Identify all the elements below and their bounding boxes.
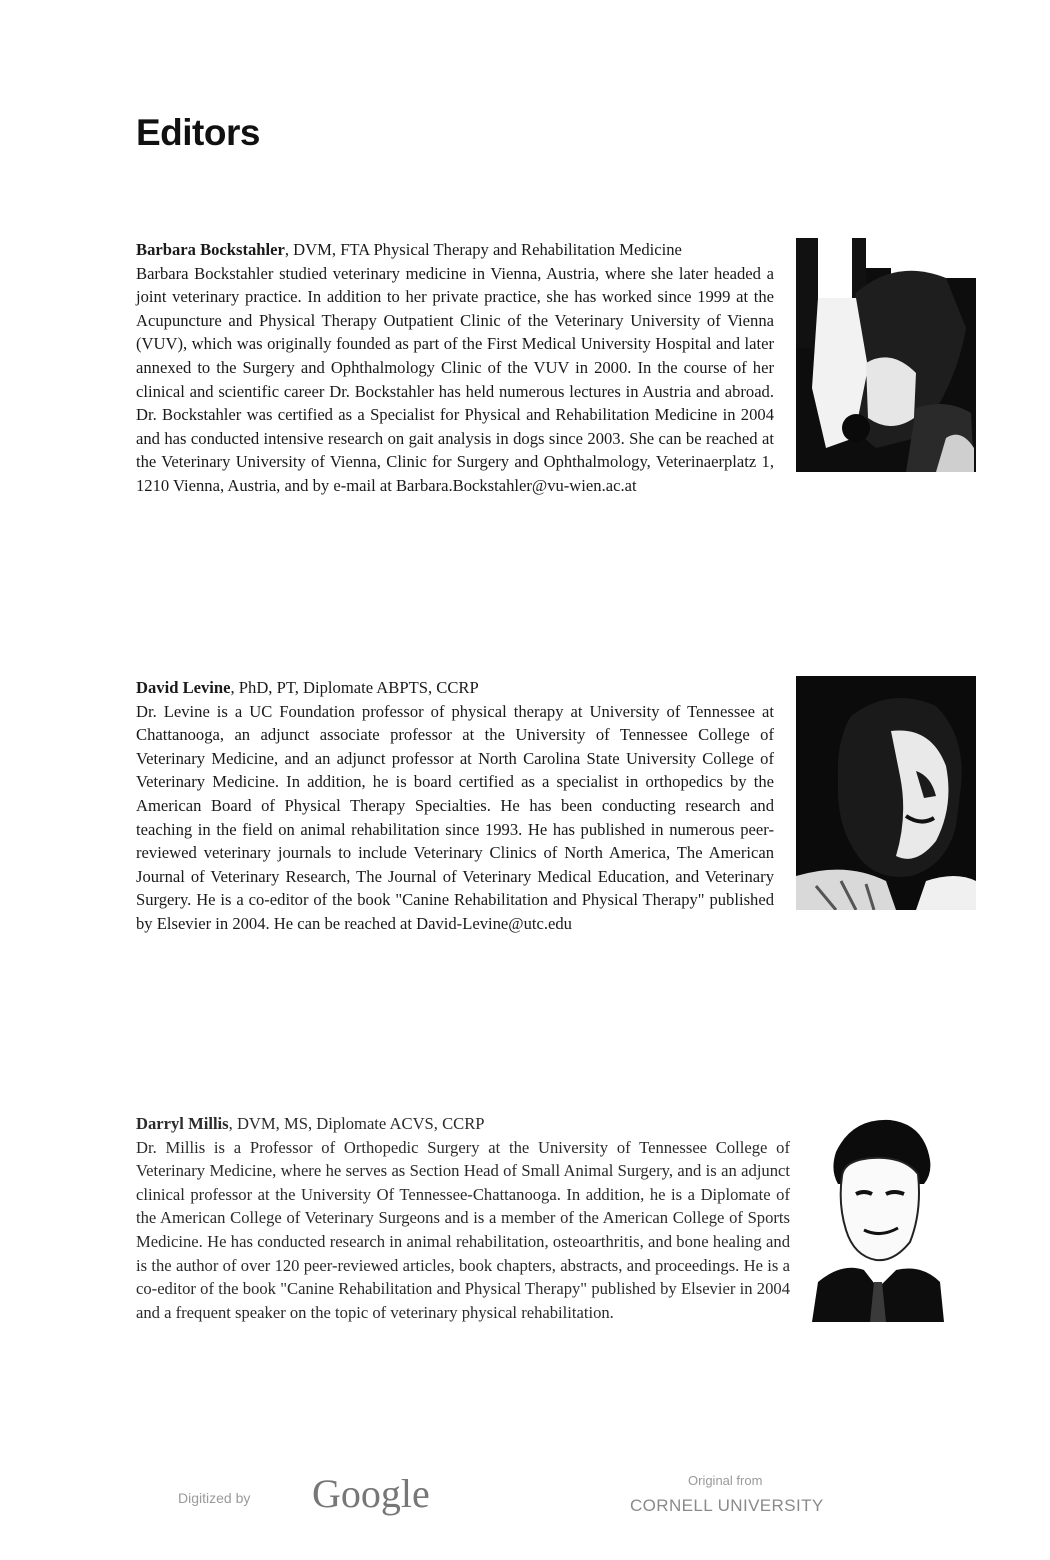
editor-bio-darryl (136, 1112, 964, 1326)
original-from-label: Original from (688, 1473, 763, 1488)
digitized-by-label: Digitized by (178, 1490, 251, 1506)
editor-photo-darryl (812, 1112, 944, 1322)
institution-name: CORNELL UNIVERSITY (630, 1496, 824, 1515)
editor-credentials: , DVM, FTA Physical Therapy and Rehabilitation Medicine (284, 240, 682, 259)
editor-biography: Barbara Bockstahler studied veterinary medicine in Vienna, Austria, where she later headed a joint veterinary practice. In addition to her private practice, she has worked since 1999 at the Acupuncture and Physical Therapy Outpatient Clinic of the Veterinary University of Vienna (VUV), which was originally founded as part of the First Medical University Hospital and later annexed to the Surgery and Ophthalmology Clinic of the VUV in 2000. In the course of her clinical and scientific career Dr. Bockstahler has held numerous lectures in Austria and abroad. Dr. Bockstahler was certified as a Specialist for Physical and Rehabilitation Medicine in 2004 and has conducted intensive research on gait analysis in dogs since 2003. She can be reached at the Veterinary University of Vienna, Clinic for Surgery and Ophthalmology, Veterinaerplatz 1, 1210 Vienna, Austria, and by e-mail at Barbara.Bockstahler@vu-wien.ac.at (136, 263, 774, 495)
scan-footer (0, 1460, 1050, 1550)
page-title: Editors (136, 112, 260, 153)
editor-biography: Dr. Levine is a UC Foundation professor of physical therapy at University of Tennessee at Chattanooga, an adjunct associate professor at the University of Tennessee College of Veterinary Medicine, and an adjunct professor at North Carolina State University College of Veterinary Medicine. In addition, he is board certified as a specialist in orthopedics by the American Board of Physical Therapy Specialties. He has been conducting research and teaching in the field on animal rehabilitation since 1993. He has published in numerous peer-reviewed veterinary journals to include Veterinary Clinics of North America, The American Journal of Veterinary Research, The Journal of Veterinary Medical Education, and Veterinary Surgery. He is a co-editor of the book "Canine Rehabilitation and Physical Therapy" published by Elsevier in 2004. He can be reached at David-Levine@utc.edu (136, 701, 774, 933)
editor-photo-barbara (796, 238, 976, 472)
editor-name: Barbara Bockstahler (136, 240, 285, 259)
editor-bio-david (136, 676, 964, 936)
editor-credentials: , DVM, MS, Diplomate ACVS, CCRP (228, 1114, 485, 1133)
editor-biography: Dr. Millis is a Professor of Orthopedic Surgery at the University of Tennessee College of Veterinary Medicine, where he serves as Section Head of Small Animal Surgery, and is an adjunct clinical professor at the University Of Tennessee-Chattanooga. In addition, he is a Diplomate of the American College of Veterinary Surgeons and is a member of the American College of Sports Medicine. He has conducted research in animal rehabilitation, osteoarthritis, and bone healing and is the author of over 120 peer-reviewed articles, book chapters, abstracts, and proceedings. He is a co-editor of the book "Canine Rehabilitation and Physical Therapy" published by Elsevier in 2004 and a frequent speaker on the topic of veterinary physical rehabilitation. (136, 1137, 790, 1322)
editor-photo-david (796, 676, 976, 910)
editor-credentials: , PhD, PT, Diplomate ABPTS, CCRP (230, 678, 479, 697)
editor-name: David Levine (136, 678, 231, 697)
editor-name: Darryl Millis (136, 1114, 229, 1133)
google-logo: Google (312, 1471, 430, 1516)
editor-bio-barbara (136, 238, 964, 498)
